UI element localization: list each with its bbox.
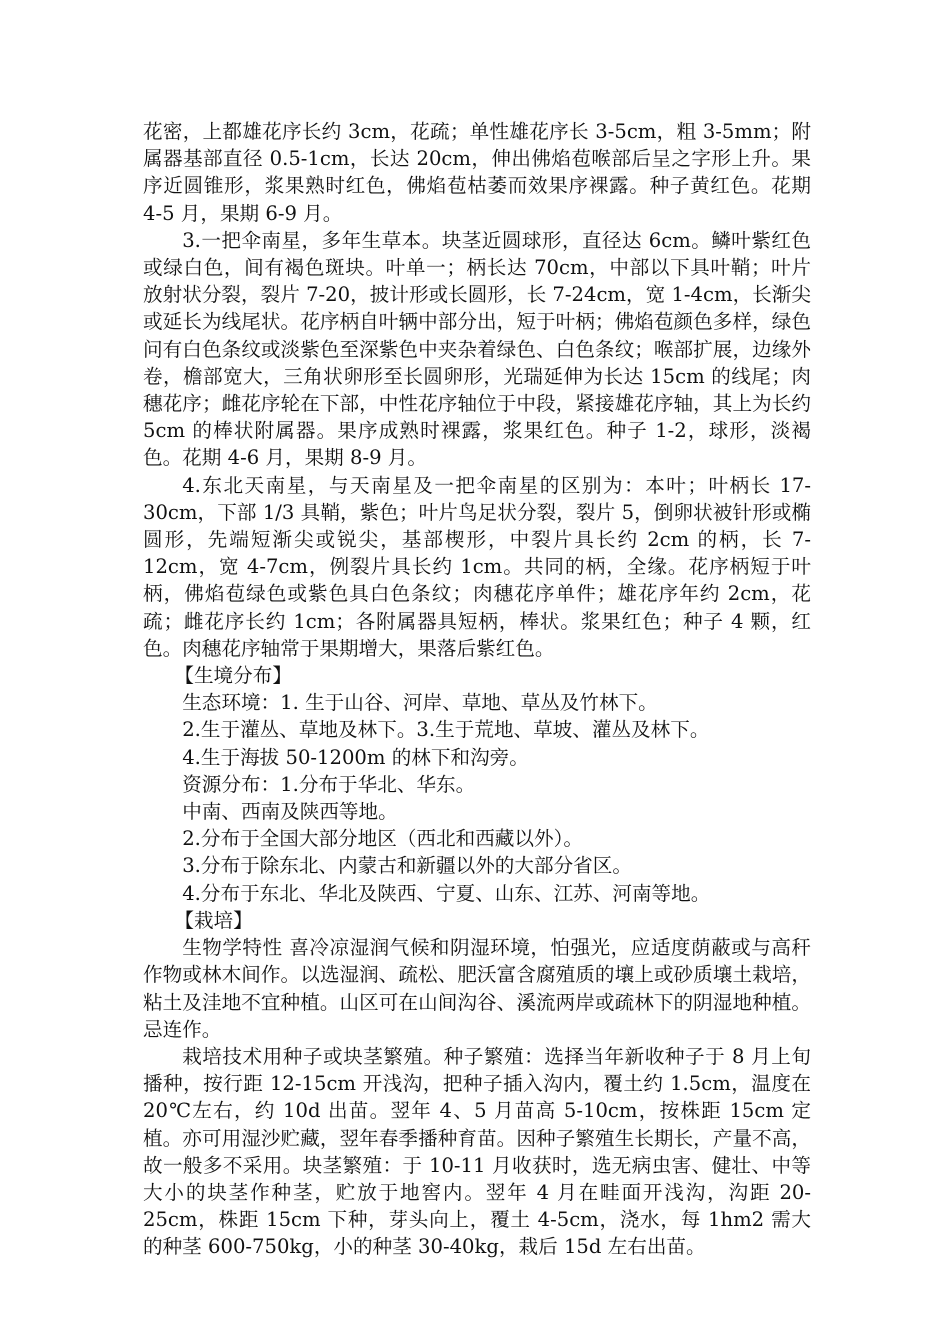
habitat-line: 生态环境：1. 生于山谷、河岸、草地、草丛及竹林下。 xyxy=(182,691,658,715)
habitat-line: 4.分布于东北、华北及陕西、宁夏、山东、江苏、河南等地。 xyxy=(182,881,711,905)
document-page xyxy=(143,118,811,1261)
paragraph-technique: 栽培技术用种子或块茎繁殖。种子繁殖：选择当年新收种子于 8 月上旬播种，按行距 12-15cm 开浅沟，把种子插入沟内，覆土约 1.5cm，温度在 20℃左右，约 10d 出苗。翌年 4、5 月苗高 5-10cm，按株距 15cm 定植。亦可用湿沙贮藏，翌年春季播种育苗。因种子繁殖生长期长，产量不高，故一般多不采用。块茎繁殖：于 10-11 月收获时，选无病虫害、健壮、中等大小的块茎作种茎，贮放于地窖内。翌年 4 月在畦面开浅沟，沟距 20-25cm，株距 15cm 下种，芽头向上，覆土 4-5cm，浇水，每 1hm2 需大的种茎 600-750kg，小的种茎 30-40kg，栽后 15d 左右出苗。 xyxy=(143,1044,811,1259)
habitat-line: 2.分布于全国大部分地区（西北和西藏以外）。 xyxy=(182,827,583,851)
paragraph-species-4: 4.东北天南星，与天南星及一把伞南星的区别为：本叶；叶柄长 17-30cm，下部 1/3 具鞘，紫色；叶片鸟足状分裂，裂片 5，倒卵状被针形或椭圆形，先端短渐尖或锐尖，基部楔形，中裂片具长约 2cm 的柄，长 7-12cm，宽 4-7cm，例裂片具长约 1cm。共同的柄，全缘。花序柄短于叶柄，佛焰苞绿色或紫色具白色条纹；肉穗花序单件；雄花序年约 2cm，花疏；雌花序长约 1cm；各附属器具短柄，棒状。浆果红色；种子 4 颗，红色。肉穗花序轴常于果期增大，果落后紫红色。 xyxy=(143,473,811,660)
habitat-line: 3.分布于除东北、内蒙古和新疆以外的大部分省区。 xyxy=(182,854,632,878)
habitat-line: 2.生于灌丛、草地及林下。3.生于荒地、草坡、灌丛及林下。 xyxy=(182,718,710,742)
paragraph-species-3: 3.一把伞南星，多年生草本。块茎近圆球形，直径达 6cm。鳞叶紫红色或绿白色，间有褐色斑块。叶单一；柄长达 70cm，中部以下具叶鞘；叶片放射状分裂，裂片 7-20，披计形或长圆形，长 7-24cm，宽 1-4cm，长渐尖或延长为线尾状。花序柄自叶辆中部分出，短于叶柄；佛焰苞颜色多样，绿色问有白色条纹或淡紫色至深紫色中夹杂着绿色、白色条纹；喉部扩展，边缘外卷，檐部宽大，三角状卵形至长圆卵形，光瑞延伸为长达 15cm 的线尾；肉穗花序；雌花序轮在下部，中性花序轴位于中段，紧接雄花序轴，其上为长约 5cm 的棒状附属器。果序成熟时裸露，浆果红色。种子 1-2，球形，淡褐色。花期 4-6 月，果期 8-9 月。 xyxy=(143,228,811,470)
paragraph-continuation: 花密，上都雄花序长约 3cm，花疏；单性雄花序长 3-5cm，粗 3-5mm；附属器基部直径 0.5-1cm，长达 20cm，伸出佛焰苞喉部后呈之字形上升。果序近圆锥形，浆果熟时红色，佛焰苞枯萎而效果序裸露。种子黄红色。花期 4-5 月，果期 6-9 月。 xyxy=(143,120,811,225)
habitat-line: 4.生于海拔 50-1200m 的林下和沟旁。 xyxy=(182,745,529,769)
section-heading-habitat: 【生境分布】 xyxy=(174,664,292,688)
habitat-line: 中南、西南及陕西等地。 xyxy=(182,800,398,824)
section-heading-cultivation: 【栽培】 xyxy=(174,908,253,932)
habitat-line: 资源分布：1.分布于华北、华东。 xyxy=(182,772,476,796)
paragraph-biology: 生物学特性 喜冷凉湿润气候和阴湿环境，怕强光，应适度荫蔽或与高秆作物或林木间作。以选湿润、疏松、肥沃富含腐殖质的壤上或砂质壤土栽培，粘土及洼地不宜种植。山区可在山间沟谷、溪流两岸或疏林下的阴湿地种植。忌连作。 xyxy=(143,936,811,1041)
